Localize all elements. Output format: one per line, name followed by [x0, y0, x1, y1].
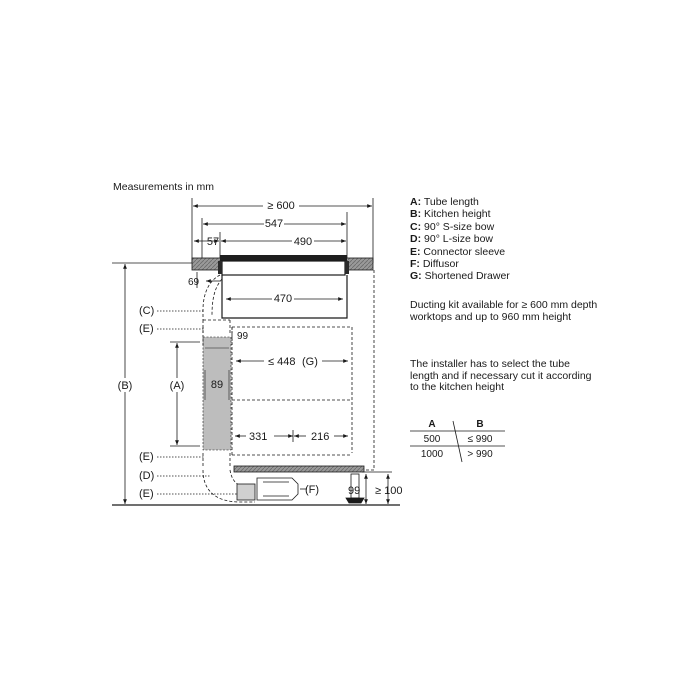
table-row1-b: ≤ 990: [467, 434, 493, 445]
cooktop: [218, 255, 349, 275]
label-f: (F): [305, 484, 320, 496]
label-e-top: (E): [139, 323, 154, 335]
drawer-key: (G): [302, 356, 318, 368]
measurements-title: Measurements in mm: [113, 181, 214, 193]
dim-69: 69: [188, 277, 200, 288]
dim-470: 470: [273, 293, 293, 305]
legend-item-b: B: Kitchen height: [410, 208, 491, 221]
label-d: (D): [139, 470, 155, 482]
dim-worktop-depth: ≥ 600: [267, 200, 295, 212]
dim-331: 331: [249, 431, 268, 443]
label-e-mid: (E): [139, 451, 154, 463]
dim-plinth-min: ≥ 100: [375, 485, 403, 497]
installer-note: The installer has to select the tube length and if necessary cut it according to the kitchen height: [410, 358, 592, 394]
ab-table: [410, 419, 505, 462]
dim-99-top: 99: [237, 331, 249, 342]
dim-216: 216: [311, 431, 330, 443]
legend-item-c: C: 90° S-size bow: [410, 220, 495, 233]
table-header-b: B: [476, 419, 484, 430]
diffusor: [237, 478, 298, 500]
label-b: (B): [117, 380, 133, 392]
legend-item-e: E: Connector sleeve: [410, 245, 506, 258]
label-e-bot: (E): [139, 488, 154, 500]
legend: [410, 196, 510, 283]
label-a: (A): [169, 380, 185, 392]
dim-89: 89: [210, 379, 224, 391]
plinth-board: [234, 466, 364, 472]
dim-a-line: [170, 342, 200, 446]
dim-99-plinth: 99: [348, 485, 361, 497]
table-row1-a: 500: [423, 434, 441, 445]
legend-item-d: D: 90° L-size bow: [410, 233, 493, 246]
legend-item-g: G: Shortened Drawer: [410, 270, 510, 283]
table-row2-b: > 990: [467, 449, 493, 460]
legend-item-f: F: Diffusor: [410, 258, 459, 271]
dim-69-group: [188, 272, 220, 288]
dim-448: ≤ 448: [268, 356, 296, 368]
table-row2-a: 1000: [420, 449, 444, 460]
ducting-note: Ducting kit available for ≥ 600 mm depth worktops and up to 960 mm height: [410, 299, 598, 323]
tube-a: [203, 337, 231, 450]
label-c: (C): [139, 305, 155, 317]
dim-490: 490: [293, 236, 313, 248]
legend-item-a: A: Tube length: [410, 196, 479, 208]
dim-57: 57: [206, 236, 220, 248]
table-header-a: A: [428, 419, 436, 430]
dim-547: 547: [264, 218, 284, 230]
